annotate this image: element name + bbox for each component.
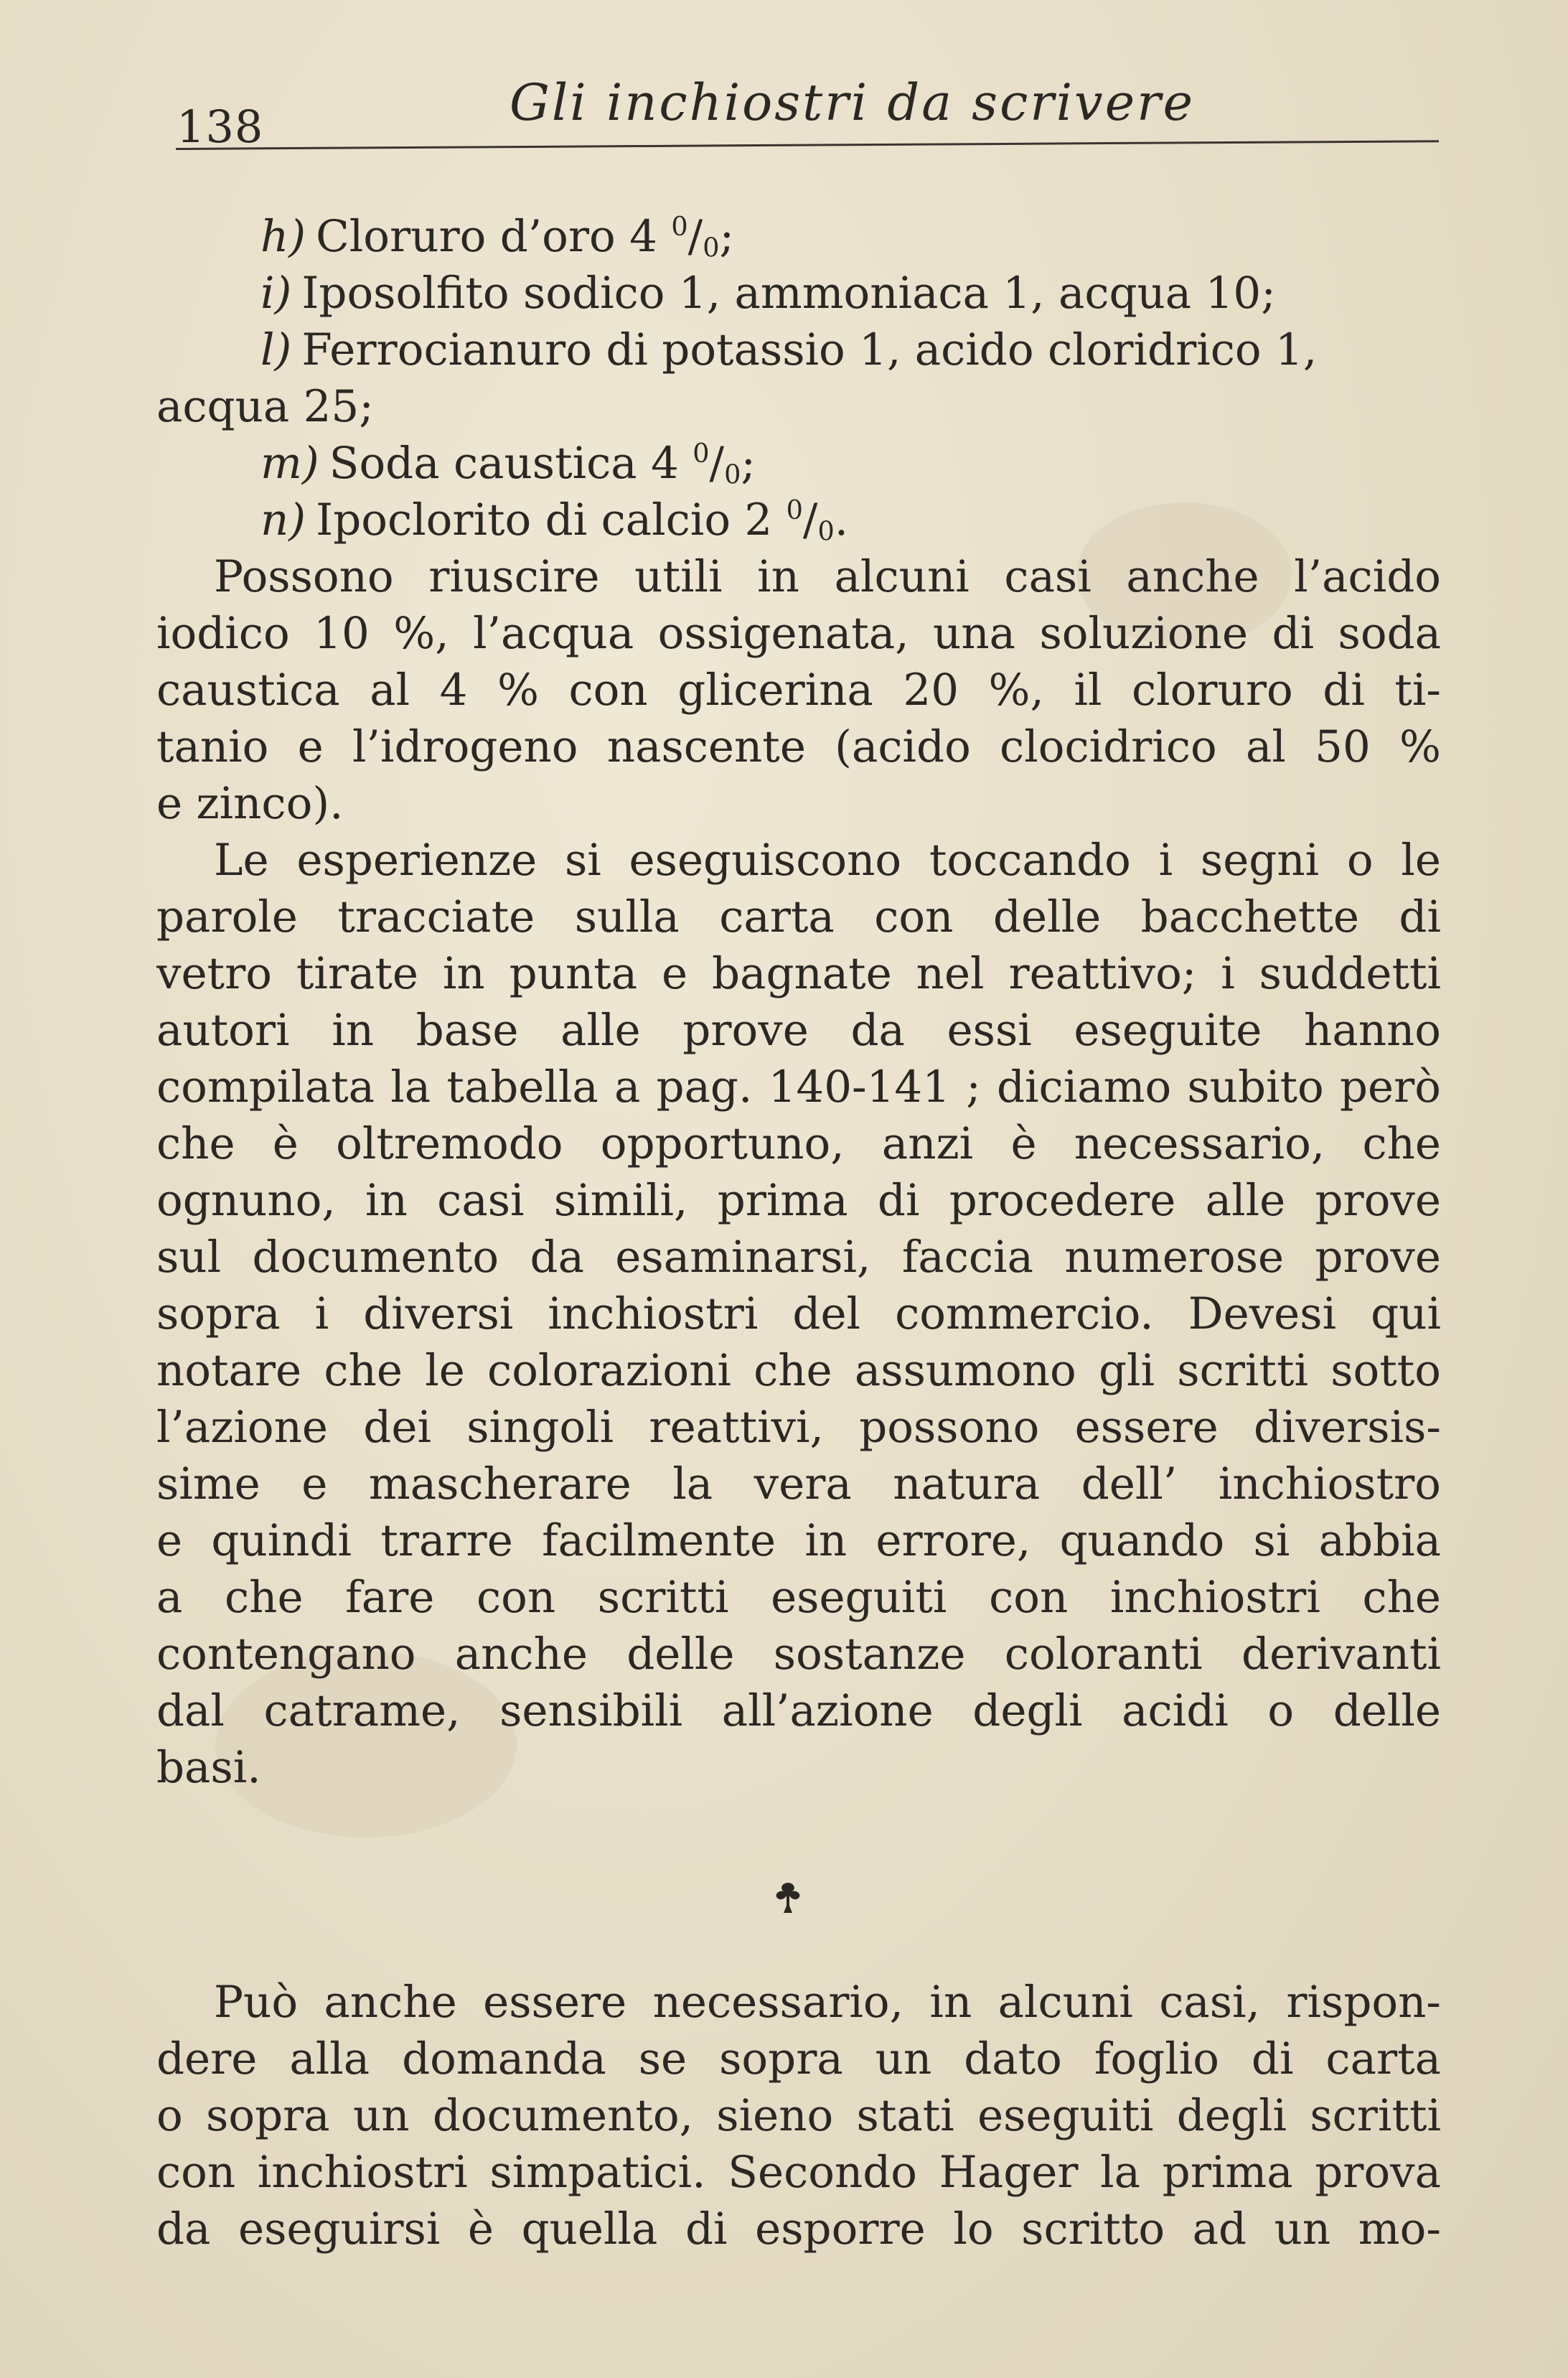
list-marker: n) [260, 495, 306, 546]
list-text: Ipoclorito di calcio 2 [316, 495, 773, 546]
paragraph-line: parole tracciate sulla carta con delle bacchette di [156, 891, 1441, 942]
percent-sup: 0 [671, 211, 688, 243]
paragraph-line: a che fare con scritti eseguiti con inchiostri che [156, 1572, 1441, 1623]
paragraph-line: basi. [156, 1742, 261, 1793]
percent-sub: 0 [724, 459, 741, 490]
paragraph-line: l’azione dei singoli reattivi, possono essere diversis- [156, 1402, 1441, 1453]
paragraph-line: vetro tirate in punta e bagnate nel reattivo; i suddetti [156, 948, 1441, 999]
fleuron-icon [766, 1877, 809, 1920]
paragraph-line: dal catrame, sensibili all’azione degli acidi o delle [156, 1685, 1441, 1736]
paragraph-line: sopra i diversi inchiostri del commercio. Devesi qui [156, 1288, 1441, 1339]
list-text: Ferrocianuro di potassio 1, acido cloridrico 1, [301, 324, 1318, 375]
paragraph-line: e quindi trarre facilmente in errore, quando si abbia [156, 1515, 1441, 1566]
percent-slash: / [709, 438, 725, 489]
paragraph-line: da eseguirsi è quella di esporre lo scritto ad un mo- [156, 2204, 1441, 2255]
paragraph-line: tanio e l’idrogeno nascente (acido clocidrico al 50 % [156, 721, 1441, 772]
paragraph-line: dere alla domanda se sopra un dato foglio di carta [156, 2033, 1441, 2084]
percent-slash: / [802, 495, 818, 546]
list-continuation [156, 378, 1441, 435]
paragraph-line: autori in base alle prove da essi eseguite hanno [156, 1005, 1441, 1056]
list-marker: h) [260, 211, 306, 262]
percent-slash: / [687, 211, 703, 262]
paragraph-line: sime e mascherare la vera natura dell’ inchiostro [156, 1459, 1441, 1509]
paragraph-line: e zinco). [156, 778, 344, 829]
page-number: 138 [177, 100, 264, 153]
paragraph-line: che è oltremodo opportuno, anzi è necessario, che [156, 1118, 1441, 1169]
list-text: Cloruro d’oro 4 [316, 211, 657, 262]
paragraph-line: caustica al 4 % con glicerina 20 %, il cloruro di ti- [156, 665, 1441, 716]
paragraph-line: Possono riuscire utili in alcuni casi anche l’acido [214, 551, 1441, 602]
paragraph-line: notare che le colorazioni che assumono gli scritti sotto [156, 1345, 1441, 1396]
list-marker: i) [260, 268, 292, 319]
percent-sub: 0 [817, 515, 835, 547]
list-punct: ; [741, 438, 756, 489]
percent-sub: 0 [703, 232, 720, 263]
list-text: Iposolfito sodico 1, ammoniaca 1, acqua 10; [301, 268, 1276, 319]
page-header [172, 66, 1442, 152]
list-text: acqua 25; [156, 381, 374, 432]
list-punct: . [834, 495, 849, 546]
paragraph-line: sul documento da esaminarsi, faccia numerose prove [156, 1232, 1441, 1283]
list-text: Soda caustica 4 [329, 438, 679, 489]
paragraph-line: contengano anche delle sostanze coloranti derivanti [156, 1629, 1441, 1680]
paragraph-line: compilata la tabella a pag. 140-141 ; diciamo subito però [156, 1062, 1441, 1113]
paragraph-line: con inchiostri simpatici. Secondo Hager la prima prova [156, 2147, 1441, 2198]
running-title: Gli inchiostri da scrivere [510, 73, 1196, 132]
paragraph-line: ognuno, in casi simili, prima di procedere alle prove [156, 1175, 1441, 1226]
list-marker: m) [260, 438, 319, 489]
list-punct: ; [719, 211, 735, 262]
list-marker: l) [260, 324, 292, 375]
percent-sup: 0 [786, 495, 803, 526]
paragraph-line: o sopra un documento, sieno stati eseguiti degli scritti [156, 2090, 1441, 2141]
paragraph-line: Le esperienze si eseguiscono toccando i segni o le [214, 835, 1441, 886]
paragraph-line: Può anche essere necessario, in alcuni casi, rispon- [214, 1977, 1441, 2028]
paragraph-line: iodico 10 %, l’acqua ossigenata, una soluzione di soda [156, 608, 1441, 659]
percent-sup: 0 [693, 438, 710, 469]
